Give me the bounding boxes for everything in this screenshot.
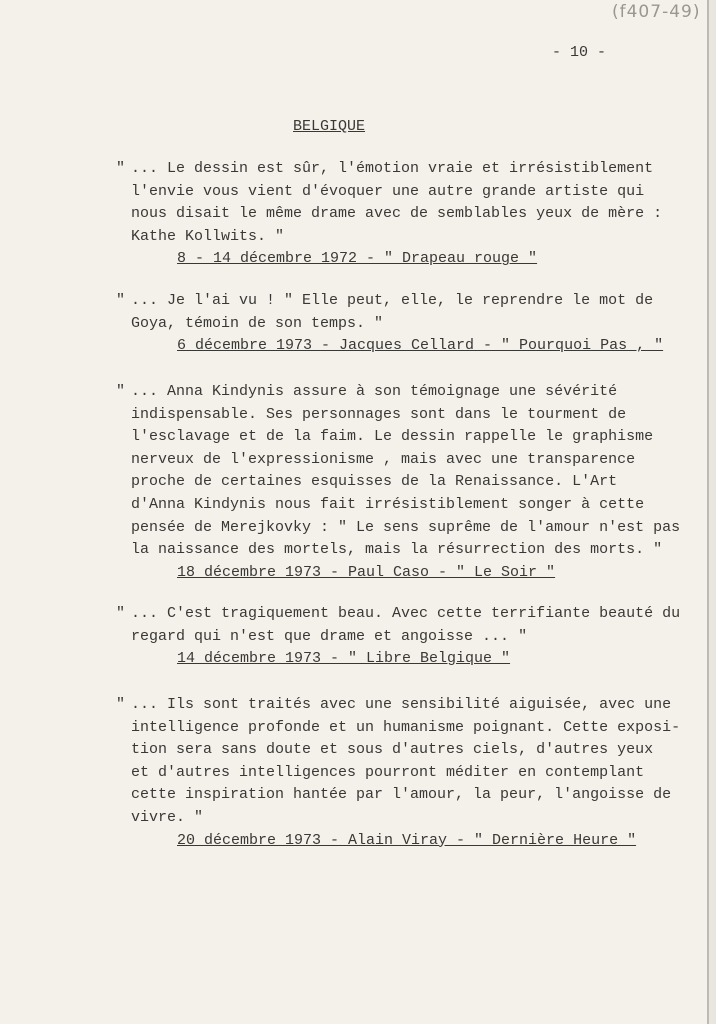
quote-text: ... Je l'ai vu ! " Elle peut, elle, le reprendre le mot de [131,292,654,309]
quote-line [116,539,680,562]
page-number: - 10 - [552,44,607,61]
quote-block [116,290,663,358]
quote-line [116,313,663,336]
quote-line [116,381,680,404]
quote-text: regard qui n'est que drame et angoisse ... " [131,627,528,645]
open-quote-mark: " [116,160,126,177]
citation [116,562,680,585]
quote-text: nerveux de l'expressionisme , mais avec une transparence [131,450,636,468]
quote-line [116,449,680,472]
quote-line [116,290,663,313]
quote-text: d'Anna Kindynis nous fait irrésistiblement songer à cette [131,495,645,513]
open-quote-mark: " [116,383,126,400]
quote-block [116,158,662,271]
quote-block [116,603,680,671]
quote-line [116,471,680,494]
quote-text: indispensable. Ses personnages sont dans le tourment de [131,405,627,423]
citation-text: 14 décembre 1973 - " Libre Belgique " [177,650,511,668]
citation [116,830,680,853]
quote-line [116,203,662,226]
quote-line [116,181,662,204]
quote-text: l'envie vous vient d'évoquer une autre grande artiste qui [131,182,645,200]
quote-text: intelligence profonde et un humanisme poignant. Cette exposi- [131,718,681,736]
open-quote-mark: " [116,696,126,713]
quote-line [116,226,662,249]
open-quote-mark: " [116,292,126,309]
citation-text: 20 décembre 1973 - Alain Viray - " Dernière Heure " [177,831,637,849]
quote-line [116,404,680,427]
page-margin [709,0,716,1024]
quote-block [116,381,680,584]
quote-line [116,784,680,807]
quote-block [116,694,680,852]
quote-line [116,603,680,626]
quote-text: et d'autres intelligences pourront méditer en contemplant [131,763,645,781]
quote-text: Goya, témoin de son temps. " [131,314,384,332]
quote-line [116,762,680,785]
section-title: BELGIQUE [293,118,366,135]
quote-text: ... Le dessin est sûr, l'émotion vraie et irrésistiblement [131,160,654,177]
citation [116,335,663,358]
citation-text: 6 décembre 1973 - Jacques Cellard - " Pourquoi Pas , " [177,337,664,355]
quote-line [116,517,680,540]
open-quote-mark: " [116,605,126,622]
quote-line [116,158,662,181]
quote-text: ... Anna Kindynis assure à son témoignage une sévérité [131,383,618,400]
citation [116,648,680,671]
quote-line [116,717,680,740]
quote-text: cette inspiration hantée par l'amour, la peur, l'angoisse de [131,786,672,804]
quote-line [116,426,680,449]
quote-text: vivre. " [131,808,204,826]
quote-text: proche de certaines esquisses de la Renaissance. L'Art [131,473,618,491]
quote-line [116,626,680,649]
quote-line [116,694,680,717]
citation-text: 8 - 14 décembre 1972 - " Drapeau rouge " [177,250,538,268]
quote-text: pensée de Merejkovky : " Le sens suprême de l'amour n'est pas [131,518,681,536]
quote-text: Kathe Kollwits. " [131,227,285,245]
quote-text: l'esclavage et de la faim. Le dessin rappelle le graphisme [131,428,654,446]
quote-text: ... Ils sont traités avec une sensibilité aiguisée, avec une [131,696,672,713]
quote-line [116,807,680,830]
quote-line [116,494,680,517]
quote-text: nous disait le même drame avec de semblables yeux de mère : [131,205,663,223]
handwritten-annotation: (f407-49) [612,2,701,22]
quote-text: tion sera sans doute et sous d'autres ciels, d'autres yeux [131,741,654,759]
citation [116,248,662,271]
citation-text: 18 décembre 1973 - Paul Caso - " Le Soir " [177,563,556,581]
quote-line [116,739,680,762]
quote-text: la naissance des mortels, mais la résurrection des morts. " [131,541,663,559]
quote-text: ... C'est tragiquement beau. Avec cette terrifiante beauté du [131,605,681,622]
